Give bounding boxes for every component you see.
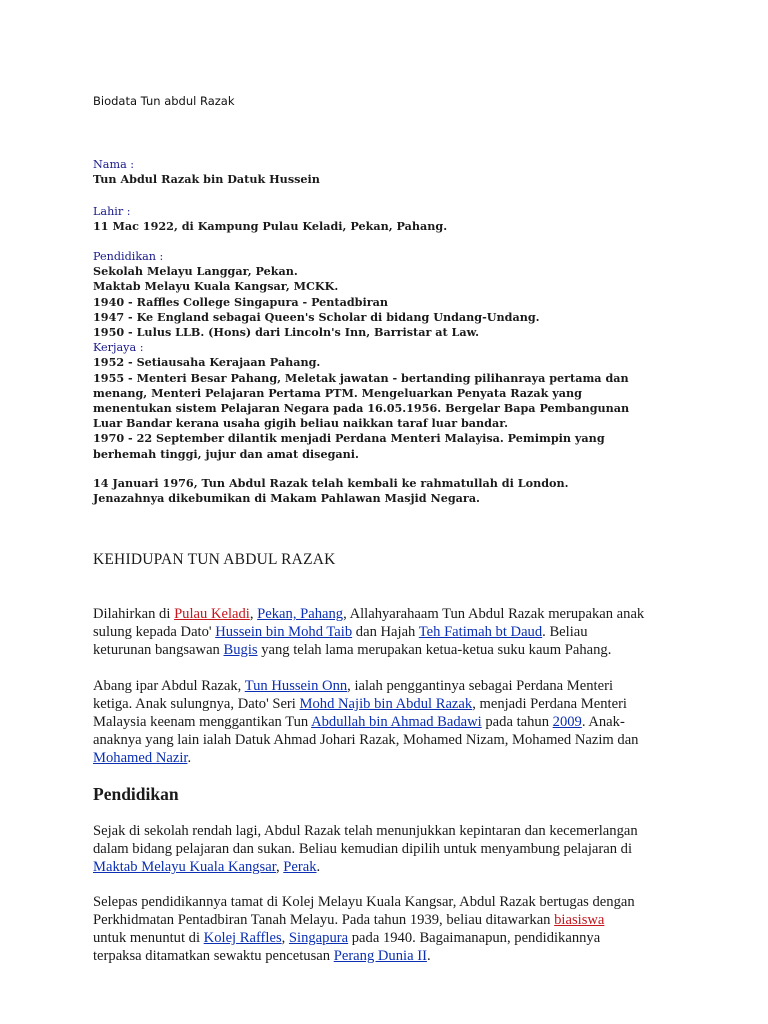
text: ,: [276, 859, 284, 875]
text: . Beliau: [542, 624, 588, 640]
text: dan Hajah: [352, 624, 419, 640]
text: .: [426, 948, 431, 964]
link-abdullah-badawi[interactable]: Abdullah bin Ahmad Badawi: [311, 714, 482, 730]
pendidikan-line: Sekolah Melayu Langgar, Pekan.: [93, 264, 298, 279]
kerjaya-label: Kerjaya :: [93, 341, 144, 355]
paragraph-line: [93, 947, 693, 965]
paragraph-line: [93, 677, 693, 695]
text: .: [316, 859, 321, 875]
paragraph-family: [93, 677, 693, 767]
link-perang-dunia-ii[interactable]: Perang Dunia II: [333, 948, 427, 964]
link-perak[interactable]: Perak: [283, 859, 317, 875]
text: Dilahirkan di: [93, 606, 175, 622]
document-title: Biodata Tun abdul Razak: [93, 94, 235, 108]
link-biasiswa[interactable]: biasiswa: [554, 912, 605, 928]
text: sulung kepada Dato': [93, 624, 216, 640]
pendidikan-line: 1950 - Lulus LLB. (Hons) dari Lincoln's Inn, Barristar at Law.: [93, 325, 480, 340]
bio-pendidikan: [93, 249, 693, 462]
kerjaya-line: menentukan sistem Pelajaran Negara pada 16.05.1956. Bergelar Bapa Pembangunan: [93, 401, 630, 416]
link-bugis[interactable]: Bugis: [223, 642, 258, 658]
link-pekan-pahang[interactable]: Pekan, Pahang: [257, 606, 344, 622]
paragraph-line: Selepas pendidikannya tamat di Kolej Melayu Kuala Kangsar, Abdul Razak bertugas dengan: [93, 894, 635, 910]
paragraph-education: [93, 822, 693, 876]
bio-death: [93, 476, 693, 506]
text: Malaysia keenam menggantikan Tun: [93, 714, 312, 730]
paragraph-line: Sejak di sekolah rendah lagi, Abdul Razak telah menunjukkan kepintaran dan kecemerlangan: [93, 823, 638, 839]
paragraph-line: [93, 749, 693, 767]
kerjaya-line: 1952 - Setiausaha Kerajaan Pahang.: [93, 355, 321, 370]
text: ,: [249, 606, 258, 622]
link-teh-fatimah[interactable]: Teh Fatimah bt Daud: [418, 624, 543, 640]
kerjaya-line: menang, Menteri Pelajaran Pertama PTM. Mengeluarkan Penyata Razak yang: [93, 385, 582, 400]
kerjaya-line: Luar Bandar kerana usaha gigih beliau naikkan taraf luar bandar.: [93, 416, 509, 431]
paragraph-line: dalam bidang pelajaran dan sukan. Beliau kemudian dipilih untuk menyambung pelajaran di: [93, 841, 633, 857]
link-pulau-keladi[interactable]: Pulau Keladi: [174, 606, 250, 622]
link-hussein-bin-mohd-taib[interactable]: Hussein bin Mohd Taib: [215, 624, 353, 640]
text: pada 1940. Bagaimanapun, pendidikannya: [348, 930, 601, 946]
paragraph-line: [93, 713, 693, 731]
link-2009[interactable]: 2009: [552, 714, 582, 730]
text: Perkhidmatan Pentadbiran Tanah Melayu. Pada tahun 1939, beliau ditawarkan: [93, 912, 555, 928]
paragraph-birth: [93, 605, 693, 659]
bio-lahir: [93, 204, 693, 234]
text: untuk menuntut di: [93, 930, 204, 946]
heading-pendidikan: Pendidikan: [93, 784, 179, 804]
link-singapura[interactable]: Singapura: [288, 930, 349, 946]
lahir-value: 11 Mac 1922, di Kampung Pulau Keladi, Pekan, Pahang.: [93, 219, 448, 234]
text: .: [187, 750, 192, 766]
text: ,: [281, 930, 289, 946]
lahir-label: Lahir :: [93, 205, 131, 218]
pendidikan-label: Pendidikan :: [93, 250, 164, 263]
paragraph-line: anaknya yang lain ialah Datuk Ahmad Johari Razak, Mohamed Nizam, Mohamed Nazim dan: [93, 732, 639, 748]
nama-label: Nama :: [93, 158, 135, 171]
link-najib[interactable]: Mohd Najib bin Abdul Razak: [299, 696, 473, 712]
pendidikan-line: 1947 - Ke England sebagai Queen's Scholar di bidang Undang-Undang.: [93, 309, 540, 324]
text: pada tahun: [481, 714, 553, 730]
text: . Anak-: [581, 714, 625, 730]
section-heading: KEHIDUPAN TUN ABDUL RAZAK: [93, 551, 336, 568]
text: , ialah penggantinya sebagai Perdana Menteri: [347, 678, 614, 694]
paragraph-line: [93, 641, 693, 659]
link-tun-hussein-onn[interactable]: Tun Hussein Onn: [244, 678, 348, 694]
kerjaya-line: berhemah tinggi, jujur dan amat disegani.: [93, 446, 359, 461]
death-line: 14 Januari 1976, Tun Abdul Razak telah kembali ke rahmatullah di London.: [93, 476, 569, 490]
text: , Allahyarahaam Tun Abdul Razak merupakan anak: [343, 606, 645, 622]
link-mckk[interactable]: Maktab Melayu Kuala Kangsar: [93, 859, 276, 875]
nama-value: Tun Abdul Razak bin Datuk Hussein: [93, 172, 320, 187]
paragraph-line: [93, 605, 693, 623]
kerjaya-line: 1955 - Menteri Besar Pahang, Meletak jawatan - bertanding pilihanraya pertama dan: [93, 370, 629, 385]
kerjaya-line: 1970 - 22 September dilantik menjadi Perdana Menteri Malayisa. Pemimpin yang: [93, 431, 605, 446]
link-kolej-raffles[interactable]: Kolej Raffles: [203, 930, 282, 946]
paragraph-line: [93, 623, 693, 641]
bio-nama: [93, 157, 693, 187]
pendidikan-line: Maktab Melayu Kuala Kangsar, MCKK.: [93, 279, 339, 294]
text: Abang ipar Abdul Razak,: [93, 678, 245, 694]
death-line: Jenazahnya dikebumikan di Makam Pahlawan Masjid Negara.: [93, 491, 480, 506]
paragraph-line: [93, 911, 693, 929]
text: terpaksa ditamatkan sewaktu pencetusan: [93, 948, 334, 964]
text: ketiga. Anak sulungnya, Dato' Seri: [93, 696, 300, 712]
paragraph-career: [93, 893, 693, 965]
pendidikan-line: 1940 - Raffles College Singapura - Pentadbiran: [93, 294, 389, 309]
text: , menjadi Perdana Menteri: [472, 696, 627, 712]
paragraph-line: [93, 858, 693, 876]
link-mohamed-nazir[interactable]: Mohamed Nazir: [93, 750, 188, 766]
text: yang telah lama merupakan ketua-ketua suku kaum Pahang.: [257, 642, 612, 658]
paragraph-line: [93, 929, 693, 947]
text: keturunan bangsawan: [93, 642, 224, 658]
paragraph-line: [93, 695, 693, 713]
